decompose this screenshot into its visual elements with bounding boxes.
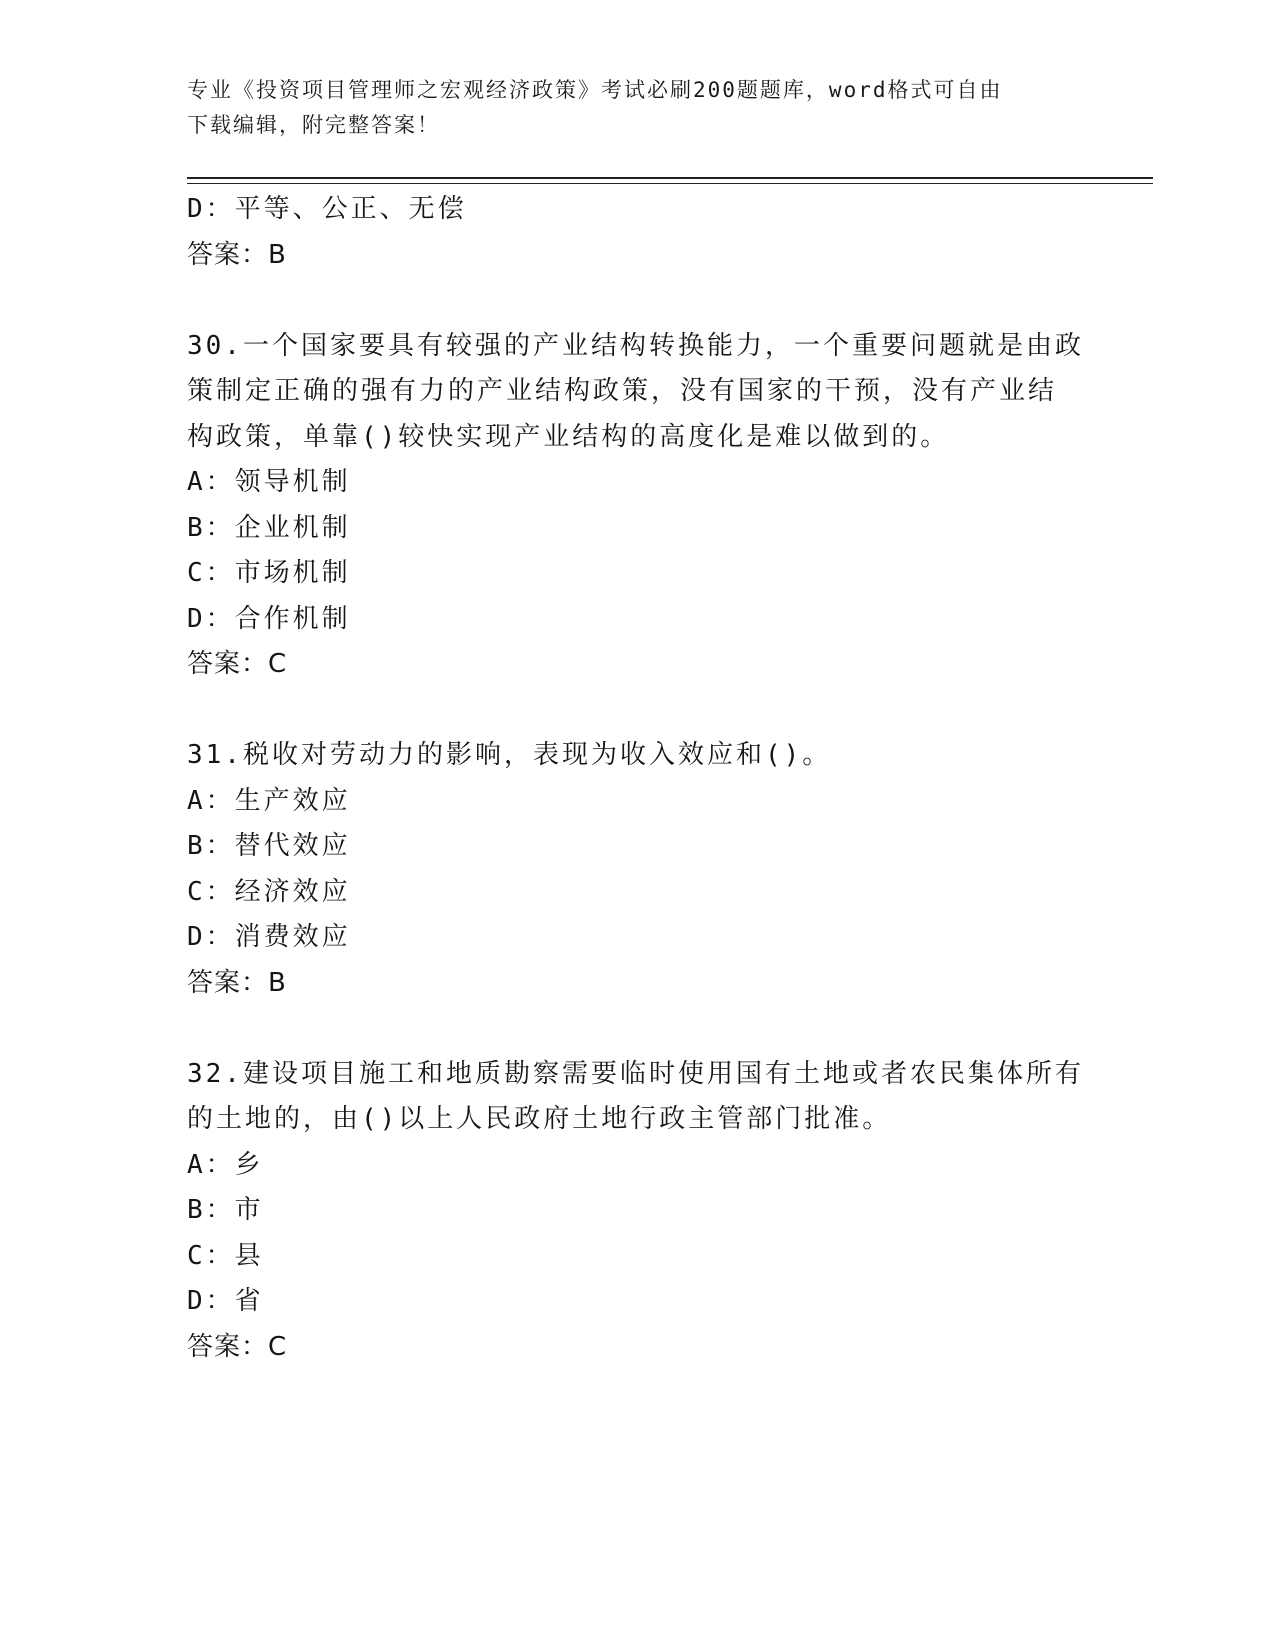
- spacer: [187, 1006, 1087, 1052]
- option-b: B：企业机制: [187, 512, 351, 543]
- question-text-line: 30.一个国家要具有较强的产业结构转换能力，一个重要问题就是由政: [187, 330, 1084, 361]
- page-header: [187, 73, 1067, 143]
- spacer: [187, 278, 1087, 324]
- option-d: D：消费效应: [187, 922, 351, 952]
- question-text-line: 构政策，单靠()较快实现产业结构的高度化是难以做到的。: [187, 421, 950, 452]
- option-d: D：合作机制: [187, 603, 351, 634]
- question-text-line: 31.税收对劳动力的影响，表现为收入效应和()。: [187, 740, 832, 770]
- option-b: B：市: [187, 1195, 264, 1225]
- option-d: D：平等、公正、无偿: [187, 194, 467, 224]
- question-text-line: 策制定正确的强有力的产业结构政策，没有国家的干预，没有产业结: [187, 376, 1058, 406]
- spacer: [187, 688, 1087, 734]
- option-a: A：生产效应: [187, 785, 351, 816]
- option-c: C：县: [187, 1240, 264, 1271]
- answer-line: 答案：C: [187, 1331, 288, 1362]
- option-b: B：替代效应: [187, 831, 351, 861]
- question-list: [187, 187, 1087, 1370]
- option-a: A：领导机制: [187, 467, 351, 497]
- option-d: D：省: [187, 1286, 264, 1316]
- header-line-2: 下载编辑，附完整答案！: [187, 113, 440, 137]
- option-c: C：经济效应: [187, 876, 351, 907]
- header-divider-thick: [187, 177, 1153, 179]
- header-line-1: 专业《投资项目管理师之宏观经济政策》考试必刷200题题库，word格式可自由: [187, 78, 1003, 102]
- answer-line: 答案：B: [187, 967, 287, 998]
- question-text-line: 32.建设项目施工和地质勘察需要临时使用国有土地或者农民集体所有: [187, 1058, 1084, 1089]
- question-30: [187, 324, 1087, 688]
- answer-line: 答案：B: [187, 239, 287, 270]
- question-text-line: 的土地的，由()以上人民政府土地行政主管部门批准。: [187, 1104, 892, 1134]
- option-c: C：市场机制: [187, 558, 351, 588]
- option-a: A：乡: [187, 1149, 264, 1180]
- header-divider-thin: [187, 183, 1153, 184]
- question-31: [187, 733, 1087, 1006]
- answer-line: 答案：C: [187, 649, 288, 679]
- question-32: [187, 1052, 1087, 1371]
